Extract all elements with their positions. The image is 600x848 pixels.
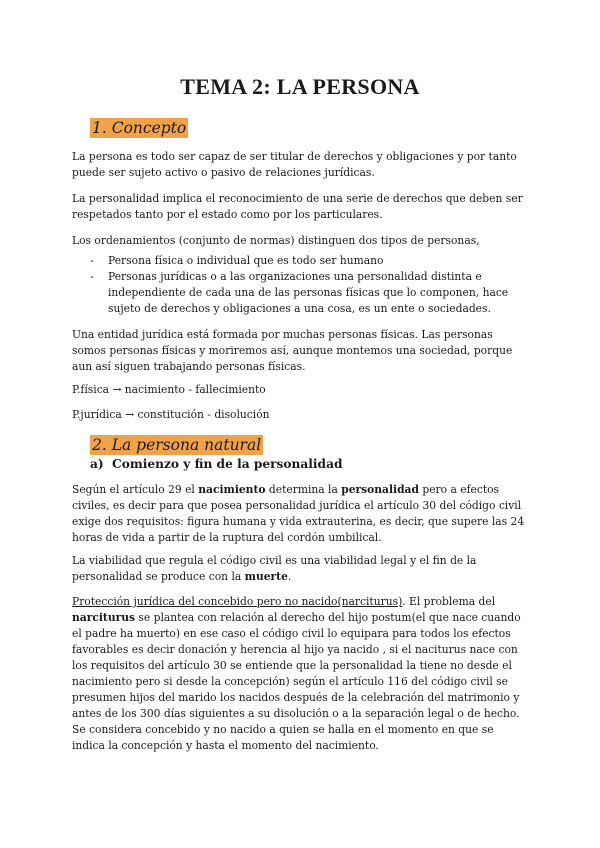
paragraph — [72, 553, 528, 585]
text-run: se plantea con relación al derecho del hijo postum(el que nace cuando el padre ha muerto) en ese caso el código civil lo equipara para todos los efectos favorables es decir donación y herencia al hijo ya nacido , si el naciturus nace con los requisitos del artículo 30 se entiende que la personalidad la tiene no desde el nacimiento pero si desde la concepción) según el artículo 116 del código civil se presumen hijos del marido los nacidos después de la celebración del matrimonio y antes de los 300 días siguientes a su disolución o a la separación legal o de hecho. Se considera concebido y no nacido a quien se halla en el momento en que se indica la concepción y hasta el momento del nacimiento. — [72, 611, 521, 752]
text-run: La viabilidad que regula el código civil es una viabilidad legal y el fin de la personalidad se produce con la — [72, 554, 477, 583]
paragraph-text — [72, 553, 528, 585]
paragraph — [72, 407, 528, 423]
list-item: - Personas jurídicas o a las organizaciones una personalidad distinta e independiente de cada una de las personas físicas que lo componen, hace sujeto de derechos y obligaciones a una cosa, es un ente o sociedades. — [90, 269, 510, 317]
paragraph — [72, 382, 528, 398]
paragraph-text — [72, 482, 528, 546]
bold-term: personalidad — [341, 483, 419, 496]
paragraph — [72, 594, 528, 754]
bold-term: narciturus — [72, 611, 136, 624]
paragraph — [72, 191, 528, 223]
paragraph — [72, 482, 528, 546]
section-heading-persona-natural: 2. La persona natural — [92, 436, 262, 454]
bold-term: muerte — [244, 570, 288, 583]
section-heading-concepto: 1. Concepto — [92, 119, 187, 137]
paragraph — [72, 233, 528, 249]
subsection-letter: a) — [90, 457, 104, 471]
text-run: . — [287, 570, 292, 583]
paragraph — [72, 149, 528, 181]
list-item: - Persona física o individual que es todo ser humano — [90, 253, 510, 269]
text-run: pero a efectos civiles, es decir para que posea personalidad jurídica el artículo 30 del código civil exige dos requisitos: figura humana y vida extrauterina, es decir, que supere las 24 horas de vida a partir de la ruptura del cordón umbilical. — [72, 483, 525, 544]
bold-term: nacimiento — [198, 483, 266, 496]
text-run: determina la — [265, 483, 342, 496]
person-types-list — [90, 253, 510, 317]
subsection-heading — [90, 457, 343, 471]
subsection-title: Comienzo y fin de la personalidad — [112, 457, 343, 471]
text-run: Según el artículo 29 el — [72, 483, 199, 496]
paragraph-text — [72, 594, 528, 754]
paragraph-text: P.jurídica → constitución - disolución — [72, 408, 270, 421]
paragraph-text: La personalidad implica el reconocimiento de una serie de derechos que deben ser respetados tanto por el estado como por los particulares. — [72, 192, 523, 221]
paragraph — [72, 327, 528, 375]
paragraph-text: La persona es todo ser capaz de ser titular de derechos y obligaciones y por tanto puede ser sujeto activo o pasivo de relaciones jurídicas. — [72, 150, 517, 179]
page-title: TEMA 2: LA PERSONA — [180, 74, 420, 99]
paragraph-text: P.física → nacimiento - fallecimiento — [72, 383, 266, 396]
paragraph-text: Una entidad jurídica está formada por muchas personas físicas. Las personas somos personas físicas y moriremos así, aunque montemos una sociedad, porque aun así siguen trabajando personas físicas. — [72, 328, 513, 373]
underlined-term: Protección jurídica del concebido pero no nacido(narciturus) — [72, 595, 403, 608]
paragraph-text: Los ordenamientos (conjunto de normas) distinguen dos tipos de personas, — [72, 234, 480, 247]
text-run: . El problema del — [402, 595, 496, 608]
